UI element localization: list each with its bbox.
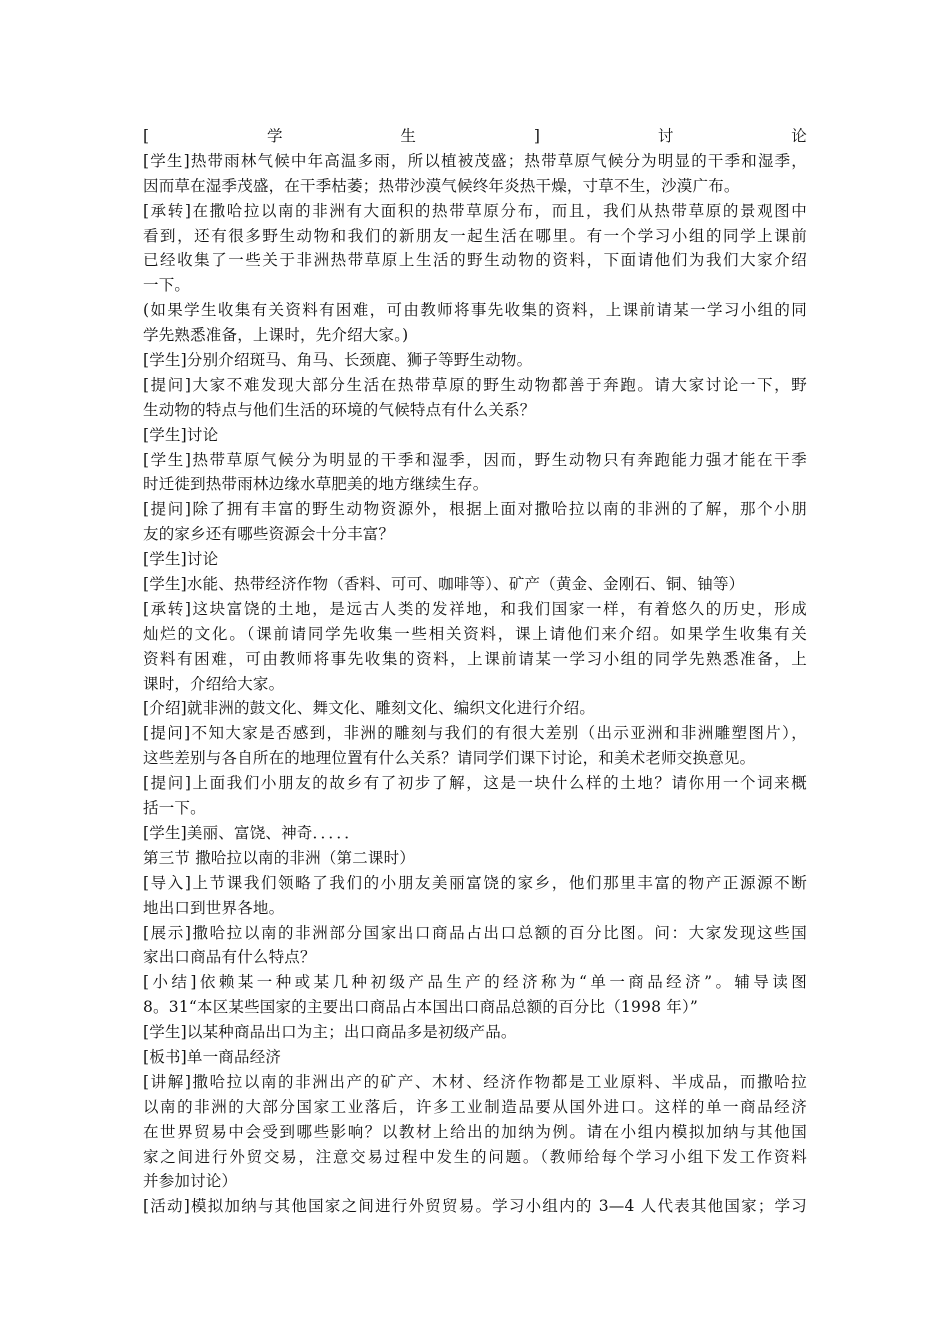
text-line: 已经收集了一些关于非洲热带草原上生活的野生动物的资料，下面请他们为我们大家介绍 — [143, 251, 807, 270]
text-line: 以南的非洲的大部分国家工业落后，许多工业制造品要从国外进口。这样的单一商品经济 — [143, 1097, 807, 1116]
text-line: 学先熟悉准备，上课时，先介绍大家。) — [143, 326, 409, 345]
text-line: 一下。 — [143, 276, 191, 295]
text-line: 灿烂的文化。（课前请同学先收集一些相关资料，课上请他们来介绍。如果学生收集有关 — [143, 624, 807, 643]
text-line: 在世界贸易中会受到哪些影响？以教材上给出的加纳为例。请在小组内模拟加纳与其他国 — [143, 1122, 807, 1141]
text-line: [提问]上面我们小朋友的故乡有了初步了解，这是一块什么样的土地？请你用一个词来概 — [143, 774, 807, 793]
text-line: 生动物的特点与他们生活的环境的气候特点有什么关系？ — [143, 400, 536, 419]
text-line: [学生]讨论 — [143, 127, 807, 145]
text-line: 看到，还有很多野生动物和我们的新朋友一起生活在哪里。有一个学习小组的同学上课前 — [143, 226, 807, 245]
text-line: [提问]除了拥有丰富的野生动物资源外，根据上面对撒哈拉以南的非洲的了解，那个小朋 — [143, 500, 807, 519]
text-line: [导入]上节课我们领略了我们的小朋友美丽富饶的家乡，他们那里丰富的物产正源源不断 — [143, 873, 807, 892]
text-line: [学生]分别介绍斑马、角马、长颈鹿、狮子等野生动物。 — [143, 351, 533, 370]
text-line: 资料有困难，可由教师将事先收集的资料，上课前请某一学习小组的同学先熟悉准备，上 — [143, 649, 807, 668]
text-line: [学生]热带雨林气候中年高温多雨，所以植被茂盛；热带草原气候分为明显的干季和湿季， — [143, 151, 807, 170]
text-line: [学生]讨论 — [143, 550, 219, 569]
text-line: [介绍]就非洲的鼓文化、舞文化、雕刻文化、编织文化进行介绍。 — [143, 699, 596, 718]
text-line: [展示]撒哈拉以南的非洲部分国家出口商品占出口总额的百分比图。问：大家发现这些国 — [143, 923, 807, 942]
text-line: 8。31“本区某些国家的主要出口商品占本国出口商品总额的百分比（1998 年）” — [143, 998, 699, 1017]
text-line: [小结]依赖某一种或某几种初级产品生产的经济称为“单一商品经济”。辅导读图 — [143, 973, 807, 992]
text-line: 这些差别与各自所在的地理位置有什么关系？请同学们课下讨论，和美术老师交换意见。 — [143, 749, 756, 768]
text-line: [提问]大家不难发现大部分生活在热带草原的野生动物都善于奔跑。请大家讨论一下，野 — [143, 375, 807, 394]
text-line: 并参加讨论） — [143, 1172, 238, 1191]
text-line: [活动]模拟加纳与其他国家之间进行外贸贸易。学习小组内的 3—4 人代表其他国家；学习 — [143, 1197, 807, 1216]
text-line: 地出口到世界各地。 — [143, 898, 285, 917]
text-line: [学生]水能、热带经济作物（香料、可可、咖啡等）、矿产（黄金、金刚石、铜、铀等） — [143, 575, 745, 594]
text-line: [学生]讨论 — [143, 425, 219, 444]
text-line: 括一下。 — [143, 799, 206, 818]
text-line: 时迁徙到热带雨林边缘水草肥美的地方继续生存。 — [143, 475, 489, 494]
text-line: 友的家乡还有哪些资源会十分丰富？ — [143, 525, 395, 544]
text-line: 家出口商品有什么特点？ — [143, 948, 316, 967]
text-line: 家之间进行外贸交易，注意交易过程中发生的问题。（教师给每个学习小组下发工作资料 — [143, 1147, 807, 1166]
text-line: [板书]单一商品经济 — [143, 1047, 282, 1066]
text-line: [提问]不知大家是否感到，非洲的雕刻与我们的有很大差别（出示亚洲和非洲雕塑图片）， — [143, 724, 807, 743]
text-line: [承转]在撒哈拉以南的非洲有大面积的热带草原分布，而且，我们从热带草原的景观图中 — [143, 201, 807, 220]
text-line: [学生]以某种商品出口为主；出口商品多是初级产品。 — [143, 1023, 517, 1042]
text-line: 课时，介绍给大家。 — [143, 674, 285, 693]
document-body — [143, 124, 807, 1219]
text-line: 因而草在湿季茂盛，在干季枯萎；热带沙漠气候终年炎热干燥，寸草不生，沙漠广布。 — [143, 176, 740, 195]
text-line: (如果学生收集有关资料有困难，可由教师将事先收集的资料，上课前请某一学习小组的同 — [143, 301, 807, 320]
text-line: [学生]美丽、富饶、神奇．．．．． — [143, 823, 360, 842]
section-heading: 第三节 撒哈拉以南的非洲（第二课时） — [143, 848, 416, 867]
text-line: [讲解]撒哈拉以南的非洲出产的矿产、木材、经济作物都是工业原料、半成品，而撒哈拉 — [143, 1072, 807, 1091]
text-line: [学生]热带草原气候分为明显的干季和湿季，因而，野生动物只有奔跑能力强才能在干季 — [143, 450, 807, 469]
text-line: [承转]这块富饶的土地，是远古人类的发祥地，和我们国家一样，有着悠久的历史，形成 — [143, 599, 807, 618]
